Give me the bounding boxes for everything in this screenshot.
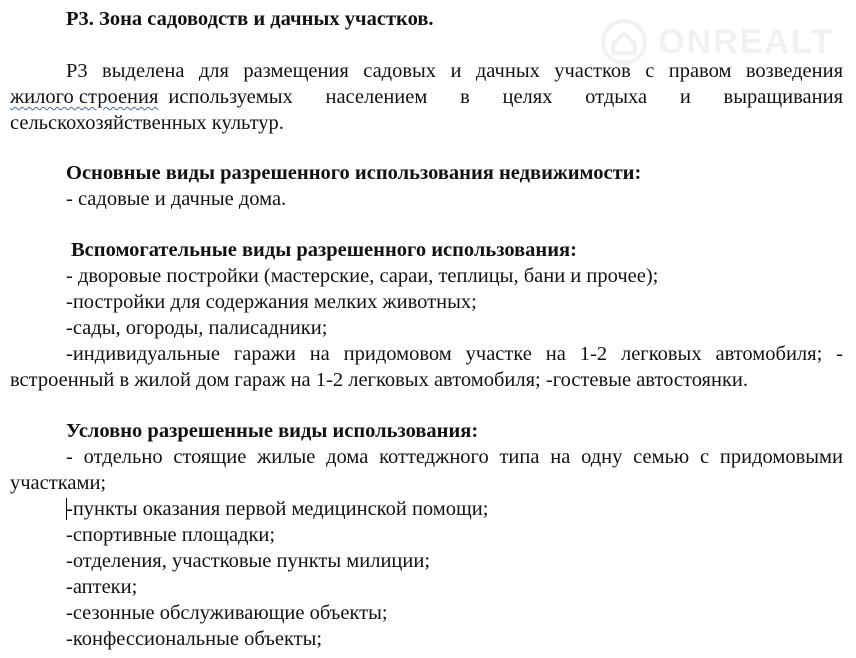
conditional-uses-title: Условно разрешенные виды использования: [66,420,479,442]
conditional-uses-item: -отделения, участковые пункты милиции; [66,550,431,572]
conditional-uses-item: участками; [10,472,107,494]
intro-line-2-rest: используемых населением в целях отдыха и выращивания [168,86,843,108]
spellcheck-flagged-text: жилого строения [10,86,159,108]
conditional-uses-item: -конфессиональные объекты; [66,628,323,650]
aux-uses-item: -сады, огороды, палисадники; [66,317,328,339]
intro-line-1: Р3 выделена для размещения садовых и дачных участков с правом возведения [66,60,843,82]
conditional-uses-item: -сезонные обслуживающие объекты; [66,602,388,624]
main-uses-title: Основные виды разрешенного использования недвижимости: [66,162,642,184]
main-uses-item: - садовые и дачные дома. [66,188,287,210]
conditional-uses-item: - отдельно стоящие жилые дома коттеджного типа на одну семью с придомовыми [66,446,843,468]
aux-uses-item: - дворовые постройки (мастерские, сараи, теплицы, бани и прочее); [66,265,659,287]
page-title: Р3. Зона садоводств и дачных участков. [66,8,434,30]
aux-uses-item: -постройки для содержания мелких животных; [66,291,477,313]
intro-line-3: сельскохозяйственных культур. [10,112,284,134]
aux-uses-title: Вспомогательные виды разрешенного использования: [71,239,577,261]
conditional-uses-item: -пункты оказания первой медицинской помощи; [66,498,489,520]
intro-line-2 [10,84,843,110]
watermark-text: ONREALT [658,22,834,61]
conditional-uses-item: -спортивные площадки; [66,524,276,546]
aux-uses-item: -индивидуальные гаражи на придомовом участке на 1-2 легковых автомобиля; - [66,343,843,365]
conditional-uses-item: -аптеки; [66,576,138,598]
aux-uses-item: встроенный в жилой дом гараж на 1-2 легковых автомобиля; -гостевые автостоянки. [10,369,749,391]
